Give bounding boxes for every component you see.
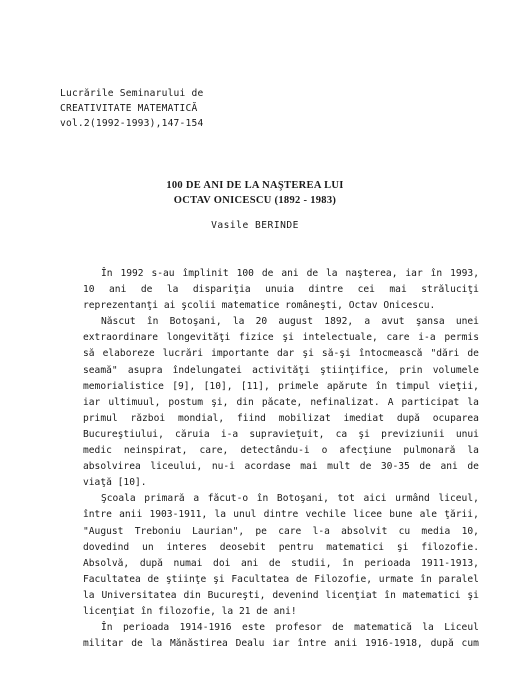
body-line: [83, 346, 479, 362]
body-word: unuia: [265, 284, 295, 296]
body-word: de: [359, 461, 372, 473]
body-word: război: [130, 412, 166, 424]
body-word: care: [386, 332, 410, 344]
body-word: să-şi: [321, 348, 351, 360]
body-word: Universitatea: [101, 589, 177, 601]
body-word: care: [278, 525, 302, 537]
body-word: bune: [389, 509, 413, 521]
body-word: extraordinare: [83, 332, 159, 344]
body-word: ani: [281, 268, 299, 279]
body-word: dispariţia: [192, 284, 251, 296]
body-word: şi: [302, 348, 314, 360]
body-word: supravieţuit,: [249, 428, 325, 440]
body-word: dintre: [308, 284, 344, 296]
body-word: lucrări: [162, 348, 204, 360]
body-word: participat: [401, 396, 460, 408]
body-word: după: [396, 412, 420, 424]
body-word: primele: [278, 380, 319, 392]
body-word: de: [419, 461, 431, 473]
body-word: [10],: [203, 380, 233, 392]
header-line-1: Lucrările Seminarului de: [60, 88, 204, 99]
body-word: În: [101, 622, 113, 634]
body-word: "August: [83, 525, 124, 537]
body-word: Născut: [101, 316, 136, 328]
body-word: cei: [357, 284, 375, 296]
body-word: permis: [444, 332, 479, 344]
body-word: pe: [255, 525, 267, 537]
body-word: longevităţi: [166, 332, 231, 344]
body-word: iar: [405, 268, 423, 279]
body-word: cum: [461, 638, 479, 650]
body-word: vechile: [305, 509, 346, 521]
body-word: de: [147, 573, 160, 585]
author-name: Vasile BERINDE: [211, 220, 299, 231]
body-word: ani: [240, 557, 259, 569]
body-word: să: [83, 348, 95, 360]
body-word: pentru: [278, 541, 314, 553]
body-word: matematică: [354, 622, 412, 634]
body-word: paralel: [438, 573, 479, 585]
body-word: postum: [168, 396, 204, 408]
body-word: apărute: [326, 380, 368, 392]
body-word: în: [384, 589, 396, 601]
body-word: Facultatea: [83, 573, 141, 585]
body-word: vieţii,: [438, 380, 479, 392]
body-word: iar: [83, 396, 101, 408]
body-word: 1916-1918,: [365, 638, 423, 650]
body-word: volumele: [432, 364, 479, 376]
body-word: a: [364, 316, 371, 328]
body-word: nefinalizat.: [310, 396, 380, 408]
body-word: în: [420, 573, 432, 585]
body-word: liceul,: [438, 493, 479, 505]
body-word: primară: [144, 493, 185, 505]
body-line: [83, 443, 479, 459]
body-word: Laurian",: [192, 525, 245, 537]
title-line-2: OCTAV ONICESCU (1892 - 1983): [173, 195, 337, 206]
body-word: În: [101, 268, 113, 279]
body-word: mobilizat: [278, 412, 331, 424]
body-word: imediat: [343, 412, 384, 424]
body-word: păcate,: [261, 396, 303, 408]
body-text: [83, 266, 479, 652]
body-word: şi: [396, 541, 409, 553]
body-word: care,: [199, 445, 229, 457]
body-word: fizice: [239, 332, 274, 344]
body-word: pulmonară: [403, 445, 456, 457]
body-word: devenind: [272, 589, 319, 601]
body-word: anii: [334, 638, 358, 650]
body-line: [83, 491, 479, 507]
body-word: aici: [363, 493, 387, 505]
body-word: şi,: [211, 396, 229, 408]
body-word: 10: [83, 284, 95, 296]
body-word: dar: [276, 348, 295, 360]
body-word: ţării,: [444, 509, 479, 521]
body-word: filozofie.: [421, 541, 479, 553]
body-word: între: [297, 638, 327, 650]
body-word: îndelungatei: [172, 364, 242, 376]
body-word: 10,: [461, 525, 479, 537]
body-word: prin: [399, 364, 423, 376]
body-word: Dealu: [235, 638, 265, 650]
body-word: Absolvă,: [83, 557, 130, 569]
body-word: asupra: [127, 364, 163, 376]
body-line: [83, 524, 479, 540]
body-word: la: [467, 396, 479, 408]
body-line: [83, 427, 479, 443]
body-word: şi: [213, 573, 225, 585]
body-line: [83, 379, 479, 395]
body-word: intelectuale,: [302, 332, 378, 344]
body-word: deosebit: [219, 541, 266, 553]
body-word: mai: [389, 284, 407, 296]
body-word: Liceul: [444, 622, 479, 634]
body-word: în: [146, 316, 159, 328]
body-word: neinspirat,: [123, 445, 188, 457]
body-line: [83, 314, 479, 330]
body-word: ale: [419, 509, 437, 521]
body-word: la: [214, 509, 227, 521]
body-word: la: [150, 638, 163, 650]
body-word: licenţiat: [325, 589, 378, 601]
header-line-3: vol.2(1992-1993),147-154: [60, 118, 204, 129]
body-line: [83, 636, 479, 652]
body-word: la: [422, 622, 434, 634]
body-word: şi: [282, 332, 294, 344]
body-word: Botoşani,: [169, 316, 222, 328]
body-word: previziunii: [381, 428, 445, 440]
body-word: dovedind: [83, 541, 130, 553]
body-word: licee: [353, 509, 383, 521]
body-word: şansa: [415, 316, 445, 328]
body-word: profesor: [275, 622, 322, 634]
body-word: ultimuul,: [108, 396, 161, 408]
body-word: ştiinţifice,: [320, 364, 390, 376]
body-word: tot: [337, 493, 355, 505]
body-word: detectându-i: [240, 445, 310, 457]
body-word: unul: [233, 509, 257, 521]
body-word: la: [166, 284, 179, 296]
body-word: împlinit: [182, 268, 229, 279]
body-word: 20: [255, 316, 268, 328]
body-line: [83, 363, 479, 379]
body-word: dintre: [263, 509, 299, 521]
body-word: din: [183, 589, 201, 601]
body-word: liceului,: [150, 461, 203, 473]
body-word: de: [131, 638, 143, 650]
body-word: matematici: [326, 541, 384, 553]
body-word: urmate: [378, 573, 414, 585]
body-word: Mănăstirea: [170, 638, 228, 650]
body-word: la: [83, 589, 95, 601]
body-word: 1903-1911,: [149, 509, 208, 521]
body-line: [83, 540, 479, 556]
body-word: după: [139, 557, 163, 569]
body-word: de: [295, 573, 308, 585]
body-word: Facultatea: [231, 573, 290, 585]
body-word: făcut-o: [207, 493, 249, 505]
body-word: între: [83, 509, 112, 521]
body-word: doi: [213, 557, 231, 569]
body-word: de: [261, 268, 274, 279]
body-word: perioada: [122, 622, 170, 634]
body-word: timpul: [395, 380, 431, 392]
body-word: "dări: [430, 348, 460, 360]
body-word: 1914-1916: [179, 622, 232, 634]
body-word: de: [467, 461, 479, 473]
body-word: nu-i: [211, 461, 235, 473]
body-word: [9],: [172, 380, 196, 392]
body-word: de: [332, 622, 344, 634]
body-word: 1911-1913,: [421, 557, 479, 569]
body-word: ca: [335, 428, 348, 440]
body-word: o: [321, 445, 328, 457]
body-word: medic: [83, 445, 112, 457]
body-word: urmând: [395, 493, 430, 505]
body-line: [83, 620, 479, 636]
body-line: [83, 266, 479, 282]
body-word: unui: [455, 428, 479, 440]
body-word: interes: [166, 541, 207, 553]
header-line-2: CREATIVITATE MATEMATICĂ: [60, 103, 198, 114]
body-word: afecţiune: [339, 445, 392, 457]
body-word: august: [278, 316, 314, 328]
body-line: [83, 282, 479, 298]
body-word: iar: [272, 638, 290, 650]
body-word: acordase: [244, 461, 291, 473]
body-word: ştiinţe: [165, 573, 207, 585]
body-word: Bucureşti,: [207, 589, 266, 601]
body-word: şi: [467, 589, 479, 601]
body-line: [83, 572, 479, 588]
body-line: [83, 459, 479, 475]
body-line: viaţă [10].: [83, 477, 147, 489]
body-word: ani: [440, 461, 458, 473]
body-word: a: [193, 493, 200, 505]
body-word: după: [430, 638, 454, 650]
body-word: mai: [300, 461, 318, 473]
body-word: importante: [211, 348, 269, 360]
body-word: anii: [119, 509, 143, 521]
body-word: Treboniu: [134, 525, 181, 537]
body-word: mondial,: [177, 412, 225, 424]
body-word: memorialistice: [83, 380, 164, 392]
body-word: un: [142, 541, 154, 553]
body-word: la: [326, 268, 338, 279]
body-word: în: [256, 493, 269, 505]
body-line: [83, 330, 479, 346]
body-word: 1992: [120, 268, 144, 279]
body-word: este: [241, 622, 266, 634]
body-word: 1993,: [450, 268, 479, 279]
body-word: studii,: [291, 557, 332, 569]
body-word: de: [306, 268, 319, 279]
title-line-1: 100 DE ANI DE LA NAŞTEREA LUI: [166, 180, 344, 191]
body-line: [83, 556, 479, 572]
body-word: străluciţi: [421, 284, 479, 296]
body-word: căruia: [175, 428, 210, 440]
body-word: l-a: [312, 525, 330, 537]
body-word: numai: [173, 557, 203, 569]
body-word: mult: [327, 461, 351, 473]
body-word: la: [232, 316, 245, 328]
article-title: [0, 178, 510, 208]
body-word: ani: [109, 284, 127, 296]
body-word: activităţi: [252, 364, 310, 376]
body-word: militar: [83, 638, 124, 650]
body-word: la: [467, 445, 479, 457]
body-word: de: [268, 557, 281, 569]
body-word: întocmească: [358, 348, 423, 360]
body-line: licenţiat în filozofie, la 21 de ani!: [83, 605, 297, 617]
body-word: perioada: [364, 557, 411, 569]
body-word: Botoşani,: [276, 493, 329, 505]
body-line: [83, 411, 479, 427]
body-word: s-au: [151, 268, 175, 279]
body-word: Şcoala: [101, 493, 136, 505]
body-line: reprezentanţi ai şcolii matematice româneşti, Octav Onicescu.: [83, 300, 436, 312]
body-word: avut: [381, 316, 405, 328]
body-word: media: [421, 525, 451, 537]
body-word: matematici: [402, 589, 461, 601]
body-word: absolvit: [341, 525, 388, 537]
body-word: şi: [358, 428, 370, 440]
body-word: cu: [398, 525, 411, 537]
body-word: 30-35: [380, 461, 410, 473]
body-word: în: [342, 557, 354, 569]
body-word: [11],: [240, 380, 270, 392]
body-line: [83, 588, 479, 604]
body-word: de: [467, 348, 479, 360]
body-word: i-a: [418, 332, 436, 344]
body-word: ocuparea: [432, 412, 479, 424]
body-word: primul: [83, 412, 118, 424]
body-word: de: [140, 284, 153, 296]
body-word: i-a: [220, 428, 239, 440]
body-word: în: [430, 268, 443, 279]
body-word: Filozofie,: [314, 573, 373, 585]
body-word: în: [375, 380, 388, 392]
body-word: A: [387, 396, 394, 408]
body-word: seamă": [83, 364, 118, 376]
body-word: Bucureştiului,: [83, 428, 164, 440]
body-word: fiind: [237, 412, 266, 424]
body-line: [83, 507, 479, 523]
body-word: absolvirea: [83, 461, 141, 473]
body-word: elaboreze: [102, 348, 155, 360]
body-word: unei: [455, 316, 479, 328]
body-word: din: [236, 396, 254, 408]
body-line: [83, 395, 479, 411]
body-word: 1892,: [324, 316, 354, 328]
body-word: 100: [236, 268, 254, 279]
journal-header: [60, 86, 203, 131]
body-word: naşterea,: [345, 268, 398, 279]
